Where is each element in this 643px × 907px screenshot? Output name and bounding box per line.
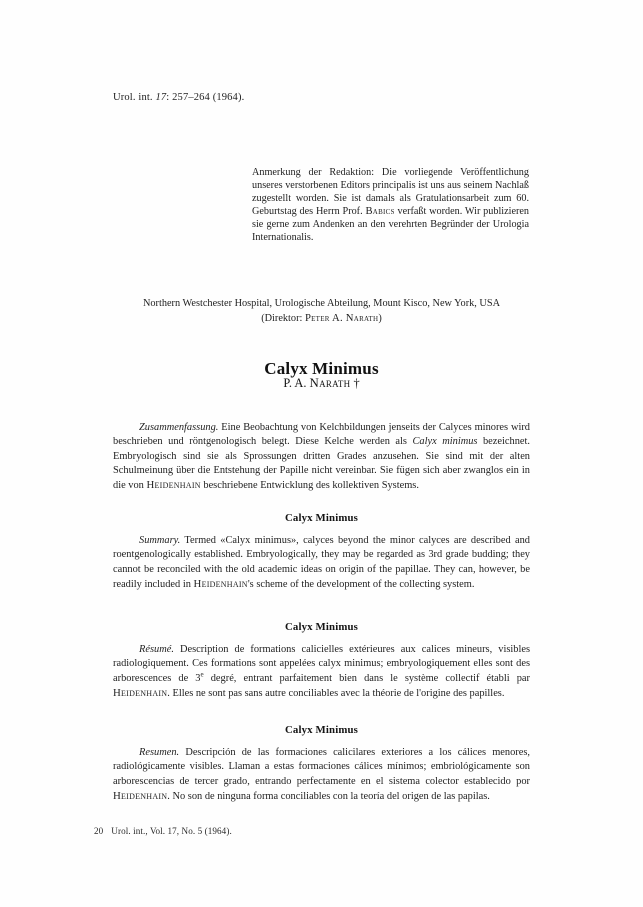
abstract-french-person-heidenhain: Heidenhain: [113, 687, 168, 700]
citation-suffix: : 257–264 (1964).: [166, 92, 245, 103]
journal-citation: [113, 92, 244, 103]
abstract-german-text-1: Eine Beobachtung von Kelchbildungen jenseits der Calyces minores wird beschrieben und röntgenologisch belegt. Diese Kelche werden als: [113, 422, 530, 448]
section-heading-english: Calyx Minimus: [284, 512, 359, 524]
abstract-english-person-heidenhain: Heidenhain: [193, 578, 248, 591]
page-footer: [94, 826, 232, 836]
affiliation-director: [0, 311, 643, 326]
abstract-french-text-2: degré, entrant parfaitement bien dans le système collectif établi par: [203, 672, 530, 684]
footer-page-number: 20: [94, 826, 104, 836]
abstract-english: [113, 534, 530, 592]
section-heading-french: Calyx Minimus: [284, 621, 359, 633]
abstract-german-lead: Zusammenfassung.: [139, 422, 219, 433]
director-prefix: (Direktor:: [261, 313, 305, 324]
abstract-english-paragraph: [113, 534, 530, 592]
author-initials: P. A.: [283, 376, 310, 390]
abstract-french-lead: Résumé.: [139, 644, 174, 655]
affiliation-institution: Northern Westchester Hospital, Urologische Abteilung, Mount Kisco, New York, USA: [142, 298, 501, 309]
author-surname: Narath: [309, 376, 351, 390]
section-heading-spanish: Calyx Minimus: [284, 724, 359, 736]
abstract-german-text-3: beschriebene Entwicklung des kollektiven Systems.: [200, 480, 419, 492]
abstract-spanish-text-3: . No son de ninguna forma conciliables con la teoría del origen de las papilas.: [167, 791, 490, 803]
abstract-french-text-3: . Elles ne sont pas sans autre conciliables avec la théorie de l'origine des papilles.: [167, 688, 505, 700]
abstract-spanish-lead: Resumen.: [139, 747, 180, 758]
abstract-french-paragraph: [113, 643, 530, 701]
editorial-note: [252, 166, 529, 244]
director-name: Peter A. Narath: [304, 312, 379, 324]
abstract-spanish-paragraph: [113, 746, 530, 804]
abstract-french-text-1: Description de formations calicielles extérieures aux calices mineurs, visibles radiologiquement. Ces formations sont appelées calyx minimus; embryologiquement elles sont des arborescences de 3: [113, 644, 530, 684]
editorial-note-text-end: verfaßt worden. Wir publizieren sie gerne zum Andenken an den verehrten Begründer der Urologia Internationalis.: [252, 206, 529, 244]
abstract-spanish: [113, 746, 530, 804]
director-suffix: ): [378, 313, 382, 324]
abstract-german-person-heidenhain: Heidenhain: [146, 479, 201, 492]
abstract-french: [113, 643, 530, 701]
abstract-german-term: Calyx minimus: [412, 436, 478, 448]
citation-prefix: Urol. int.: [113, 92, 156, 103]
abstract-english-text-1: Termed «Calyx minimus», calyces beyond the minor calyces are described and roentgenologically established. Embryologically, they may be regarded as 3rd grade budding; they cannot be reconciled with the old academic ideas on origin of the papillae. They can, however, be readily included in: [113, 535, 530, 591]
abstract-english-lead: Summary.: [139, 535, 181, 546]
author-dagger-icon: †: [350, 376, 360, 390]
abstract-spanish-text-1: Descripción de las formaciones calicilares exteriores a los cálices menores, radiológicamente visibles. Llaman a estas formaciones cálices mínimos; embriológicamente son arborescencias de tercer grado, entrando perfectamente en el sistema colector establecido por: [113, 747, 530, 787]
abstract-spanish-person-heidenhain: Heidenhain: [113, 790, 168, 803]
affiliation-block: [0, 297, 643, 326]
page-title: Calyx Minimus: [264, 359, 379, 379]
abstract-french-ordinal: e: [200, 670, 204, 679]
abstract-german-text-2: bezeichnet. Embryologisch sind sie als Sprossungen dritten Grades anzusehen. Sie sind mit der alten Schulmeinung über die Entstehung der Papille nicht vereinbar. Sie fügen sich aber zwanglos ein in die von: [113, 436, 530, 492]
editorial-note-text-start: Anmerkung der Redaktion: Die vorliegende Veröffentlichung unseres verstorbenen Editors principalis ist uns aus seinem Nachlaß zugestellt worden. Sie ist damals als Gratulationsarbeit zum 60. Geburtstag des Herrn Prof.: [252, 167, 529, 218]
citation-volume: 17: [155, 92, 167, 103]
footer-citation: Urol. int., Vol. 17, No. 5 (1964).: [111, 826, 232, 836]
abstract-german: [113, 421, 530, 494]
author-byline: [0, 376, 643, 391]
abstract-german-paragraph: [113, 421, 530, 494]
editorial-note-person-babics: Babics: [365, 206, 395, 218]
abstract-english-text-3: 's scheme of the development of the collecting system.: [247, 579, 475, 591]
